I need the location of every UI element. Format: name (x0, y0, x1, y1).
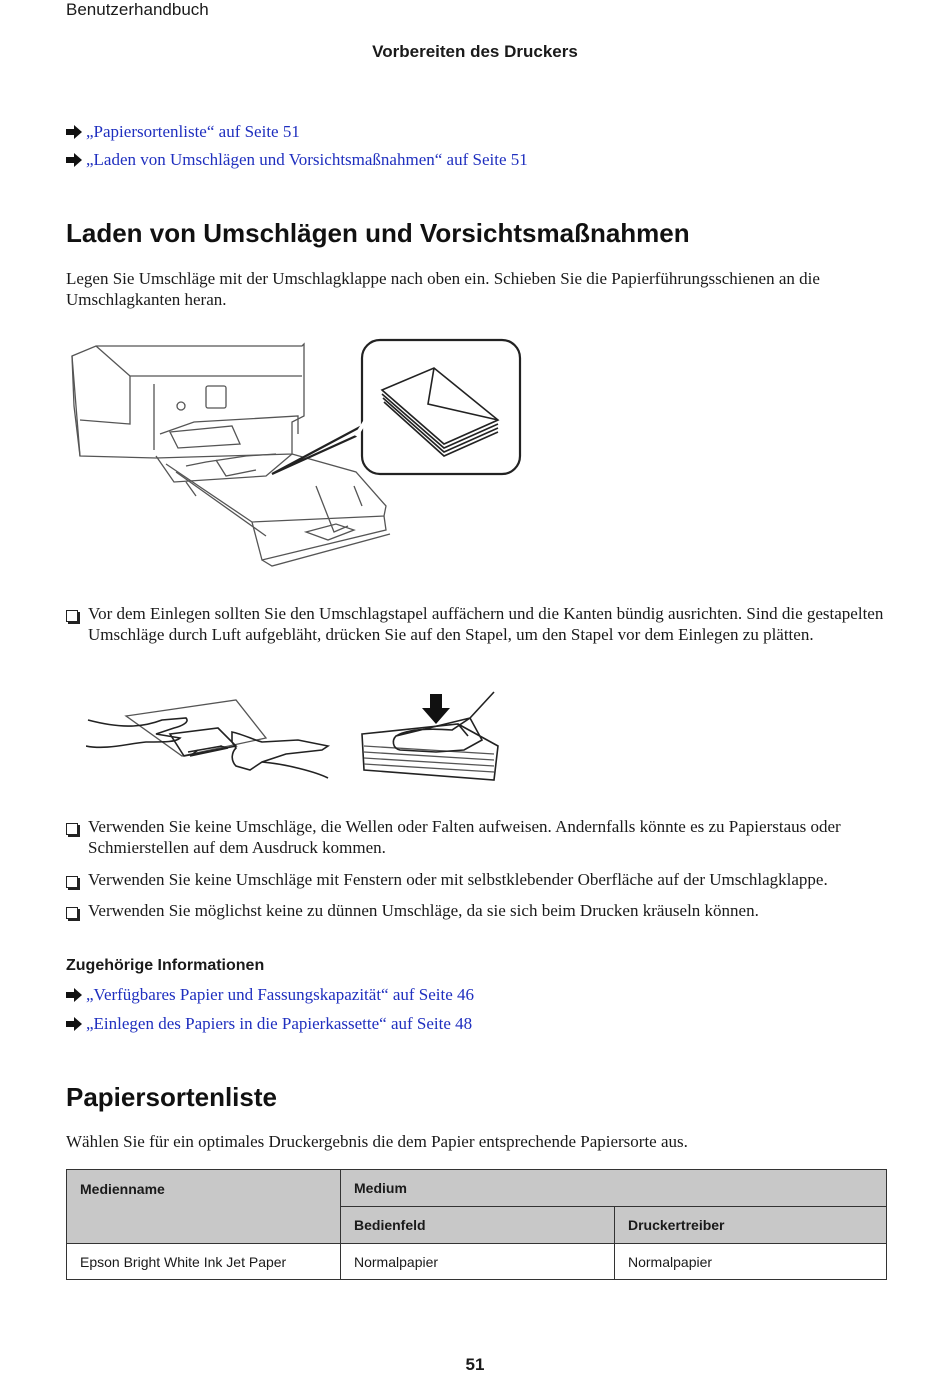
link-papiersortenliste[interactable]: „Papiersortenliste“ auf Seite 51 (86, 122, 300, 141)
heading-laden-umschlaege: Laden von Umschlägen und Vorsichtsmaßnahmen (66, 218, 690, 248)
printer-envelope-illustration (66, 336, 526, 568)
section-title: Vorbereiten des Druckers (372, 42, 578, 61)
link-row[interactable] (66, 985, 474, 1005)
link-verfuegbares-papier[interactable]: „Verfügbares Papier und Fassungskapazität“ auf Seite 46 (86, 985, 475, 1004)
fan-and-press-illustration (86, 690, 516, 790)
note-item (66, 816, 886, 858)
checkbox-bullet-icon (66, 606, 80, 645)
note-text: Verwenden Sie keine Umschläge, die Wellen oder Falten aufweisen. Andernfalls könnte es zu Papierstaus oder Schmierstellen auf dem Ausdruck kommen. (88, 817, 841, 857)
note-item (66, 900, 886, 924)
cell-druckertreiber: Normalpapier (615, 1244, 887, 1280)
arrow-right-icon (66, 988, 82, 1002)
cell-medienname: Epson Bright White Ink Jet Paper (67, 1244, 341, 1280)
link-row[interactable] (66, 122, 300, 142)
note-item (66, 869, 886, 893)
intro-paragraph: Legen Sie Umschläge mit der Umschlagklappe nach oben ein. Schieben Sie die Papierführungsschienen an die Umschlagkanten heran. (66, 269, 820, 309)
note-item (66, 603, 886, 645)
page-number: 51 (465, 1355, 485, 1374)
note-text: Verwenden Sie keine Umschläge mit Fenstern oder mit selbstklebender Oberfläche auf der Umschlagklappe. (88, 870, 828, 889)
column-header-bedienfeld: Bedienfeld (341, 1207, 615, 1244)
column-header-medium: Medium (341, 1170, 887, 1207)
document-title: Benutzerhandbuch (66, 0, 209, 19)
paper-types-intro: Wählen Sie für ein optimales Druckergebnis die dem Papier entsprechende Papiersorte aus. (66, 1132, 688, 1151)
heading-papiersortenliste: Papiersortenliste (66, 1082, 277, 1112)
cell-bedienfeld: Normalpapier (341, 1244, 615, 1280)
column-header-medienname: Medienname (67, 1170, 341, 1244)
checkbox-bullet-icon (66, 872, 80, 893)
note-text: Verwenden Sie möglichst keine zu dünnen Umschläge, da sie sich beim Drucken kräuseln können. (88, 901, 759, 920)
arrow-right-icon (66, 125, 82, 139)
paper-types-table (66, 1169, 887, 1280)
note-text: Vor dem Einlegen sollten Sie den Umschlagstapel auffächern und die Kanten bündig ausrichten. Sind die gestapelten Umschläge durch Luft aufgebläht, drücken Sie auf den Stapel, um den Stapel vor dem Einlegen zu plätten. (88, 604, 884, 644)
arrow-right-icon (66, 1017, 82, 1031)
link-row[interactable] (66, 150, 528, 170)
arrow-right-icon (66, 153, 82, 167)
table-row (67, 1244, 887, 1280)
link-laden-umschlaege[interactable]: „Laden von Umschlägen und Vorsichtsmaßnahmen“ auf Seite 51 (86, 150, 528, 169)
checkbox-bullet-icon (66, 819, 80, 858)
column-header-druckertreiber: Druckertreiber (615, 1207, 887, 1244)
checkbox-bullet-icon (66, 903, 80, 924)
link-einlegen-papier[interactable]: „Einlegen des Papiers in die Papierkassette“ auf Seite 48 (86, 1014, 473, 1033)
link-row[interactable] (66, 1014, 472, 1034)
related-info-heading: Zugehörige Informationen (66, 957, 265, 974)
